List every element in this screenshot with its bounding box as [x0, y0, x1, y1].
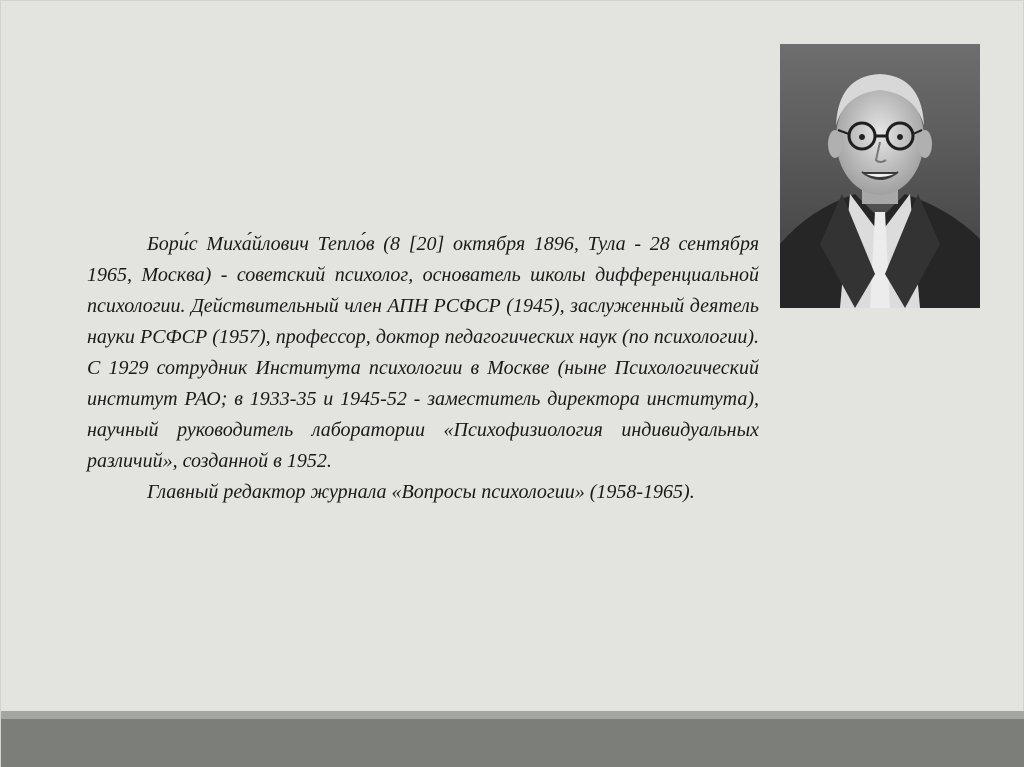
portrait-illustration	[780, 44, 980, 308]
biography-paragraph-1: Бори́с Миха́йлович Тепло́в (8 [20] октября 1896, Тула - 28 сентября 1965, Москва) - советский психолог, основатель школы дифференциальной психологии. Действительный член АПН РСФСР (1945), заслуженный деятель науки РСФСР (1957), профессор, доктор педагогических наук (по психологии). С 1929 сотрудник Института психологии в Москве (ныне Психологический институт РАО; в 1933-35 и 1945-52 - заместитель директора института), научный руководитель лаборатории «Психофизиология индивидуальных различий», созданной в 1952.	[87, 233, 759, 472]
footer-band	[1, 719, 1024, 767]
biography-text	[87, 229, 759, 508]
portrait-photo	[780, 44, 980, 308]
biography-paragraph-2: Главный редактор журнала «Вопросы психологии» (1958-1965).	[147, 481, 695, 503]
footer-stripe	[1, 711, 1024, 719]
